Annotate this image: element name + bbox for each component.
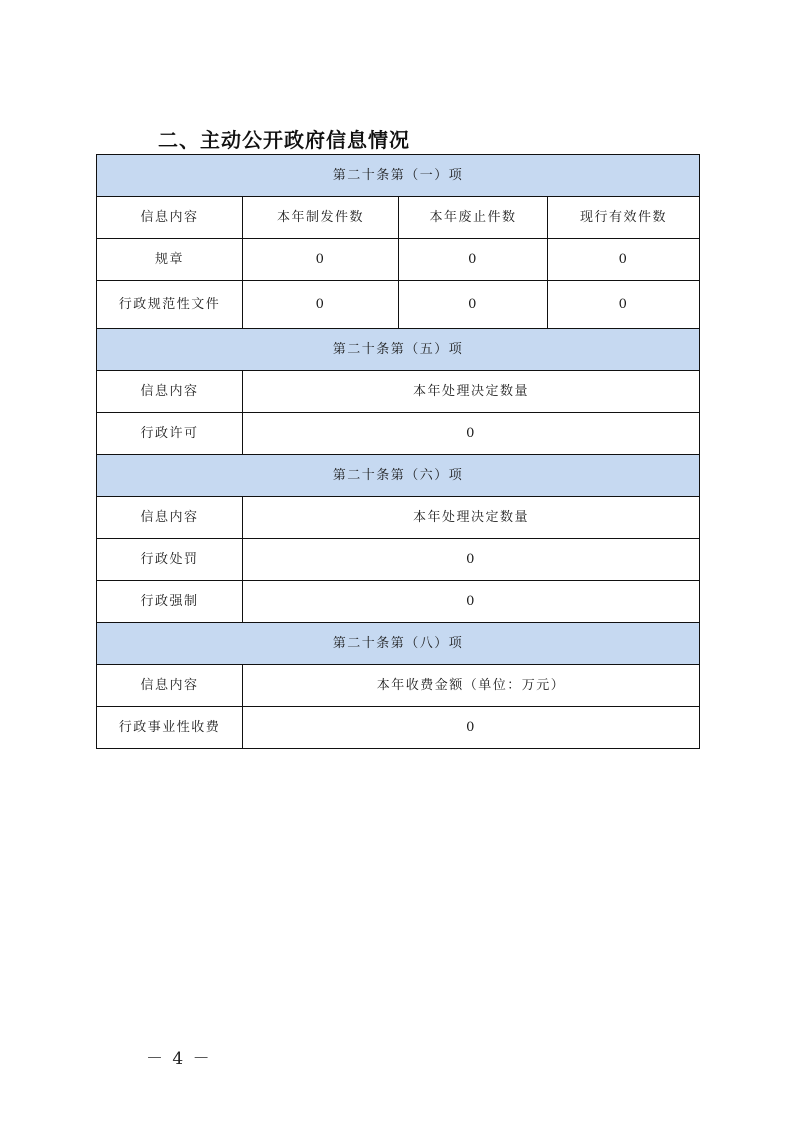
table-row [97,707,700,749]
section-row-article-1 [97,155,700,197]
value-cell: 0 [243,281,399,329]
header-cell: 信息内容 [97,371,243,413]
value-cell: 0 [548,281,700,329]
header-cell: 本年收费金额（单位：万元） [243,665,700,707]
value-cell: 0 [243,413,700,455]
header-cell: 本年废止件数 [399,197,548,239]
section-row-article-6 [97,455,700,497]
header-cell: 信息内容 [97,497,243,539]
header-cell: 信息内容 [97,665,243,707]
header-cell: 现行有效件数 [548,197,700,239]
value-cell: 0 [399,239,548,281]
section-row-article-5 [97,329,700,371]
value-cell: 0 [243,539,700,581]
value-cell: 0 [243,581,700,623]
section-title: 第二十条第（一）项 [97,155,700,197]
header-row [97,665,700,707]
value-cell: 0 [243,707,700,749]
section-title: 第二十条第（六）项 [97,455,700,497]
value-cell: 0 [548,239,700,281]
disclosure-table [96,154,700,749]
table-row [97,581,700,623]
row-label: 行政规范性文件 [97,281,243,329]
page-number: － 4 － [146,1049,212,1069]
section-title: 第二十条第（八）项 [97,623,700,665]
row-label: 行政强制 [97,581,243,623]
value-cell: 0 [399,281,548,329]
header-cell: 本年处理决定数量 [243,371,700,413]
page-heading: 二、主动公开政府信息情况 [158,128,410,152]
table-row [97,239,700,281]
section-row-article-8 [97,623,700,665]
table-row [97,281,700,329]
row-label: 行政处罚 [97,539,243,581]
value-cell: 0 [243,239,399,281]
table-row [97,539,700,581]
header-row [97,197,700,239]
header-cell: 本年处理决定数量 [243,497,700,539]
row-label: 规章 [97,239,243,281]
table-row [97,413,700,455]
header-cell: 本年制发件数 [243,197,399,239]
row-label: 行政事业性收费 [97,707,243,749]
header-row [97,371,700,413]
header-cell: 信息内容 [97,197,243,239]
header-row [97,497,700,539]
section-title: 第二十条第（五）项 [97,329,700,371]
row-label: 行政许可 [97,413,243,455]
